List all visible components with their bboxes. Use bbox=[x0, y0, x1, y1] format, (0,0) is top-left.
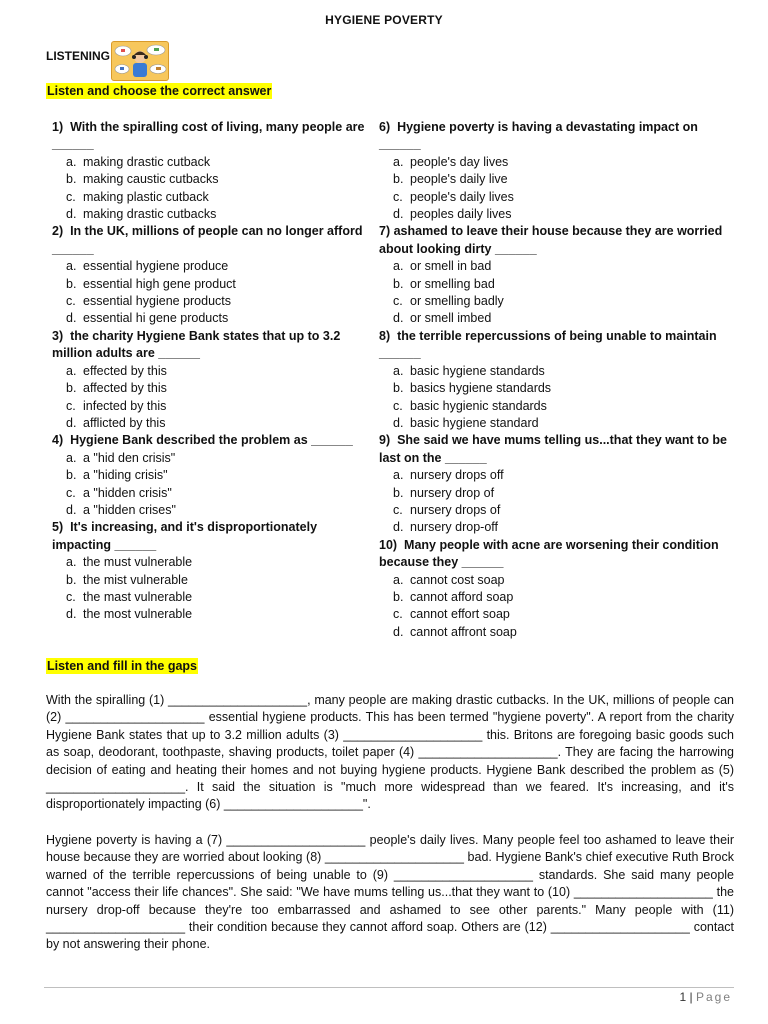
question-9-option-d[interactable]: d. nursery drop-off bbox=[393, 520, 499, 535]
questions-left-column bbox=[52, 119, 364, 624]
question-3-option-c[interactable]: c. infected by this bbox=[66, 398, 167, 413]
question-9-option-b[interactable]: b. nursery drop of bbox=[393, 485, 495, 500]
question-5-option-d[interactable]: d. the most vulnerable bbox=[66, 607, 193, 622]
footer-divider bbox=[44, 987, 734, 988]
question-1-prompt: 1) With the spiralling cost of living, many people are bbox=[52, 120, 365, 134]
question-2-option-a[interactable]: a. essential hygiene produce bbox=[66, 259, 229, 274]
question-2-prompt: 2) In the UK, millions of people can no longer afford bbox=[52, 224, 363, 239]
question-8-option-a[interactable]: a. basic hygiene standards bbox=[393, 363, 545, 378]
question-9-prompt: 9) She said we have mums telling us...that they want to be bbox=[379, 433, 728, 448]
question-7-option-b[interactable]: b. or smelling bad bbox=[393, 276, 495, 291]
listening-label: LISTENING bbox=[46, 49, 111, 63]
question-9-prompt-cont: last on the ______ bbox=[379, 450, 487, 465]
question-10-option-c[interactable]: c. cannot effort soap bbox=[393, 607, 510, 622]
question-2-option-b[interactable]: b. essential high gene product bbox=[66, 276, 236, 291]
section-heading-fill-gaps: Listen and fill in the gaps bbox=[47, 659, 198, 673]
question-8-option-d[interactable]: d. basic hygiene standard bbox=[393, 415, 539, 430]
question-4-option-d[interactable]: d. a "hidden crises" bbox=[66, 502, 176, 517]
question-6-prompt: 6) Hygiene poverty is having a devastating impact on bbox=[379, 120, 698, 134]
question-3-prompt-cont: million adults are ______ bbox=[52, 346, 200, 361]
gap-fill-paragraph-2: Hygiene poverty is having a (7) ____________________ people's daily lives. Many people feel too ashamed to leave their house because they are worried about looking (8) ____________________ bad. Hygiene Bank's chief executive Ruth Brock warned of the terrible repercussions of being unable to (9) ____________________ standards. She said many people cannot "access their life chances". She said: "We have mums telling us...that they want to (10) ____________________ the nursery drop-off because they're too embarrassed and ashamed to see other parents." Many people with (11) ____________________ their condition because they cannot afford soap. Others are (12) ____________________ contact by not answering their phone. bbox=[46, 833, 734, 952]
question-8-option-c[interactable]: c. basic hygienic standards bbox=[393, 398, 547, 413]
question-1-prompt-cont: ______ bbox=[52, 137, 94, 152]
question-4-option-c[interactable]: c. a "hidden crisis" bbox=[66, 485, 172, 500]
question-1-option-d[interactable]: d. making drastic cutbacks bbox=[66, 207, 217, 222]
question-4-option-a[interactable]: a. a "hid den crisis" bbox=[66, 450, 176, 465]
question-3-prompt: 3) the charity Hygiene Bank states that up to 3.2 bbox=[52, 328, 341, 343]
question-1-option-b[interactable]: b. making caustic cutbacks bbox=[66, 172, 219, 187]
question-6-option-d[interactable]: d. peoples daily lives bbox=[393, 207, 512, 222]
question-3-option-a[interactable]: a. effected by this bbox=[66, 363, 167, 378]
footer-separator: | bbox=[686, 990, 696, 1004]
question-7-prompt: 7) ashamed to leave their house because they are worried bbox=[379, 224, 723, 239]
question-5-option-b[interactable]: b. the mist vulnerable bbox=[66, 572, 188, 587]
question-10-option-b[interactable]: b. cannot afford soap bbox=[393, 589, 514, 604]
question-8-option-b[interactable]: b. basics hygiene standards bbox=[393, 381, 552, 396]
question-3-option-b[interactable]: b. affected by this bbox=[66, 381, 167, 396]
question-5-prompt-cont: impacting ______ bbox=[52, 537, 157, 552]
page-title: HYGIENE POVERTY bbox=[325, 13, 443, 27]
question-5-option-a[interactable]: a. the must vulnerable bbox=[66, 555, 193, 570]
question-8-prompt-cont: ______ bbox=[379, 346, 421, 361]
question-9-option-a[interactable]: a. nursery drops off bbox=[393, 468, 504, 483]
question-4-option-b[interactable]: b. a "hiding crisis" bbox=[66, 468, 168, 483]
question-1-option-a[interactable]: a. making drastic cutback bbox=[66, 154, 211, 169]
question-10-option-a[interactable]: a. cannot cost soap bbox=[393, 572, 505, 587]
question-6-option-a[interactable]: a. people's day lives bbox=[393, 154, 509, 169]
question-10-prompt-cont: because they ______ bbox=[379, 555, 504, 570]
question-5-prompt: 5) It's increasing, and it's disproportionately bbox=[52, 520, 318, 535]
question-7-option-a[interactable]: a. or smell in bad bbox=[393, 259, 492, 274]
question-2-option-c[interactable]: c. essential hygiene products bbox=[66, 294, 232, 309]
question-6-option-b[interactable]: b. people's daily live bbox=[393, 172, 508, 187]
question-10-prompt: 10) Many people with acne are worsening their condition bbox=[379, 537, 719, 552]
page-footer bbox=[679, 990, 732, 1004]
question-2-option-d[interactable]: d. essential hi gene products bbox=[66, 311, 229, 326]
page-number: 1 bbox=[679, 990, 687, 1004]
question-3-option-d[interactable]: d. afflicted by this bbox=[66, 415, 166, 430]
question-10-option-d[interactable]: d. cannot affront soap bbox=[393, 624, 517, 639]
question-4-prompt: 4) Hygiene Bank described the problem as ______ bbox=[52, 433, 353, 448]
page-label: Page bbox=[695, 990, 732, 1004]
question-6-prompt-cont: ______ bbox=[379, 137, 421, 152]
question-8-prompt: 8) the terrible repercussions of being unable to maintain bbox=[379, 328, 717, 343]
listening-illustration bbox=[111, 41, 169, 81]
section-heading-multiple-choice: Listen and choose the correct answer bbox=[47, 84, 272, 98]
questions-right-column bbox=[379, 119, 727, 641]
question-2-prompt-cont: ______ bbox=[52, 241, 94, 256]
gap-fill-paragraph-1: With the spiralling (1) ____________________, many people are making drastic cutbacks. In the UK, millions of people can (2) ____________________ essential hygiene products. This has been termed "hygiene poverty". A report from the charity Hygiene Bank states that up to 3.2 million adults (3) ____________________ this. Britons are foregoing basic goods such as soap, deodorant, toothpaste, shaving products, toilet paper (4) ____________________. They are facing the harrowing decision of eating and heating their homes and not buying hygiene products. Hygiene Bank described the problem as (5) ____________________. It said the situation is "much more widespread than we feared. It's increasing, and it's disproportionately impacting (6) ____________________". bbox=[46, 693, 734, 812]
question-6-option-c[interactable]: c. people's daily lives bbox=[393, 189, 514, 204]
question-5-option-c[interactable]: c. the mast vulnerable bbox=[66, 589, 193, 604]
question-7-option-c[interactable]: c. or smelling badly bbox=[393, 294, 504, 309]
question-7-option-d[interactable]: d. or smell imbed bbox=[393, 311, 492, 326]
question-7-prompt-cont: about looking dirty ______ bbox=[379, 241, 537, 256]
question-9-option-c[interactable]: c. nursery drops of bbox=[393, 502, 501, 517]
question-1-option-c[interactable]: c. making plastic cutback bbox=[66, 189, 209, 204]
